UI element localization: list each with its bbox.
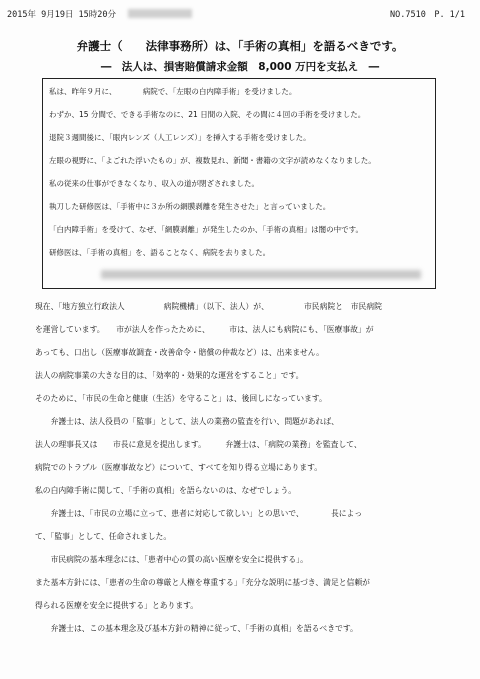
box-line: 私は、昨年９月に、 病院で、「左眼の白内障手術」を受けました。 — [49, 87, 297, 96]
fax-datetime: 2015年 9月19日 15時20分 — [7, 10, 117, 20]
redacted-signature — [101, 270, 421, 279]
body-line: 得られる医療を安全に提供する」とあります。 — [35, 601, 199, 610]
box-line: 左眼の視野に、「よごれた浮いたもの」が、複数見れ、新聞・書籍の文字が読めなくなりました。 — [49, 156, 376, 165]
body-line: あっても、口出し（医療事故調査・改善命令・賠償の仲裁など）は、出来ません。 — [35, 348, 324, 357]
body-line: 市民病院の基本理念には、「患者中心の質の高い医療を安全に提供する」。 — [35, 555, 308, 564]
box-line: 私の従来の仕事ができなくなり、収入の道が閉ざされました。 — [49, 179, 259, 188]
body-line: て、「監事」として、任命されました。 — [35, 532, 172, 541]
box-line: 執刀した研修医は、「手術中に３か所の網膜剥離を発生させた」と言っていました。 — [49, 202, 331, 211]
document-subtitle: ― 法人は、損害賠償請求金額 8,000 万円を支払え ― — [100, 61, 380, 73]
document-title: 弁護士（ 法律事務所）は、「手術の真相」を語るべきです。 — [76, 39, 404, 53]
body-line: また基本方針には、「患者の生命の尊厳と人権を尊重する」「充分な説明に基づき、満足と信頼が — [35, 578, 370, 587]
box-line: わずか、15 分間で、できる手術なのに、21 日間の入院、その間に４回の手術を受けました。 — [49, 110, 366, 119]
fax-page-number: NO.7510 P. 1/1 — [390, 10, 466, 20]
body-line: 現在、「地方独立行政法人 病院機構」（以下、法人）が、 市民病院と 市民病院 — [35, 302, 382, 311]
redacted-sender — [128, 9, 192, 18]
box-line: 研修医は、「手術の真相」を、語ることなく、病院を去りました。 — [49, 248, 271, 257]
body-line: そのために、「市民の生命と健康（生活）を守ること」は、後回しになっています。 — [35, 394, 327, 403]
body-line: 病院でのトラブル（医療事故など）について、すべてを知り得る立場にあります。 — [35, 463, 323, 472]
box-line: 退院３週間後に、「眼内レンズ（人工レンズ）」を挿入する手術を受けました。 — [49, 133, 311, 142]
body-line: を運営しています。 市が法人を作ったために、 市は、法人にも病院にも、「医療事故」が — [35, 325, 374, 334]
body-line: 私の白内障手術に関して、「手術の真相」を語らないのは、なぜでしょう。 — [35, 486, 297, 495]
summary-box — [42, 78, 436, 289]
box-line: 「白内障手術」を受けて、なぜ、「網膜剥離」が発生したのか、「手術の真相」は闇の中です。 — [49, 225, 364, 234]
body-line: 弁護士は、「市民の立場に立って、患者に対応して欲しい」との思いで、 長によっ — [35, 509, 363, 518]
body-line: 法人の理事長又は 市長に意見を提出します。 弁護士は、「病院の業務」を監査して、 — [35, 440, 362, 449]
body-line: 弁護士は、この基本理念及び基本方針の精神に従って、「手術の真相」を語るべきです。 — [35, 624, 358, 633]
body-line: 法人の病院事業の大きな目的は、「効率的・効果的な運営をすること」です。 — [35, 371, 304, 380]
body-line: 弁護士は、法人役員の「監事」として、法人の業務の監査を行い、問題があれば、 — [35, 417, 339, 426]
